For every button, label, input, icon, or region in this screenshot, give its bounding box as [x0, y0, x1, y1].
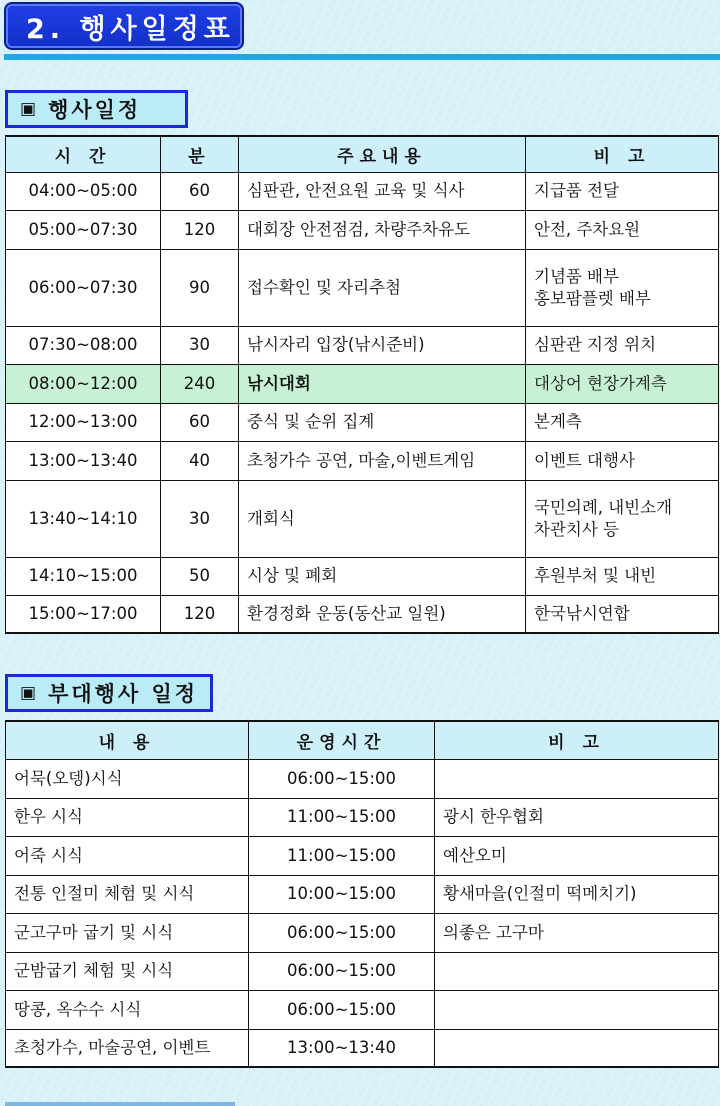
section-title: 부대행사 일정 — [48, 682, 199, 706]
table-row — [6, 836, 719, 875]
row-note: 본계측 — [526, 403, 719, 441]
table-row — [6, 913, 719, 952]
row-note — [435, 952, 719, 990]
row-content: 한우 시식 — [6, 798, 249, 836]
row-operating-time: 11:00~15:00 — [249, 836, 435, 875]
table-row — [6, 759, 719, 798]
row-content: 초청가수, 마술공연, 이벤트 — [6, 1029, 249, 1067]
row-content: 땅콩, 옥수수 시식 — [6, 990, 249, 1029]
table-row — [6, 1029, 719, 1067]
row-operating-time: 06:00~15:00 — [249, 990, 435, 1029]
table-row — [6, 210, 719, 249]
row-minutes: 60 — [161, 172, 239, 210]
row-content: 전통 인절미 체험 및 시식 — [6, 875, 249, 913]
row-time: 12:00~13:00 — [6, 403, 161, 441]
row-note — [435, 1029, 719, 1067]
col-header-operating-time: 운영시간 — [249, 721, 435, 759]
row-time: 15:00~17:00 — [6, 595, 161, 633]
table-row — [6, 441, 719, 480]
row-operating-time: 06:00~15:00 — [249, 952, 435, 990]
row-note: 황새마을(인절미 떡메치기) — [435, 875, 719, 913]
row-content: 개회식 — [239, 480, 526, 557]
row-minutes: 90 — [161, 249, 239, 326]
row-content: 환경정화 운동(동산교 일원) — [239, 595, 526, 633]
section-side-events-header — [5, 674, 213, 712]
table-row — [6, 172, 719, 210]
col-header-time: 시 간 — [6, 136, 161, 172]
page-title: 2. 행사일정표 — [26, 13, 235, 45]
row-operating-time: 11:00~15:00 — [249, 798, 435, 836]
table-header-row — [6, 721, 719, 759]
table-row — [6, 875, 719, 913]
row-content: 어묵(오뎅)시식 — [6, 759, 249, 798]
row-minutes: 120 — [161, 210, 239, 249]
row-time: 04:00~05:00 — [6, 172, 161, 210]
row-minutes: 30 — [161, 480, 239, 557]
event-schedule-table — [5, 135, 719, 634]
col-header-note: 비 고 — [435, 721, 719, 759]
row-operating-time: 10:00~15:00 — [249, 875, 435, 913]
row-operating-time: 06:00~15:00 — [249, 913, 435, 952]
table-row — [6, 480, 719, 557]
table-row — [6, 403, 719, 441]
row-minutes: 240 — [161, 364, 239, 403]
row-note — [435, 990, 719, 1029]
row-time: 07:30~08:00 — [6, 326, 161, 364]
table-row — [6, 595, 719, 633]
row-note: 예산오미 — [435, 836, 719, 875]
row-time: 14:10~15:00 — [6, 557, 161, 595]
row-content: 시상 및 폐회 — [239, 557, 526, 595]
next-section-edge — [5, 1102, 235, 1106]
table-row — [6, 798, 719, 836]
row-content: 대회장 안전점검, 차량주차유도 — [239, 210, 526, 249]
row-time: 08:00~12:00 — [6, 364, 161, 403]
col-header-content: 주요내용 — [239, 136, 526, 172]
row-note: 안전, 주차요원 — [526, 210, 719, 249]
col-header-minutes: 분 — [161, 136, 239, 172]
row-note: 국민의례, 내빈소개 차관치사 등 — [526, 480, 719, 557]
square-bullet-icon: ▣ — [20, 99, 37, 119]
table-row — [6, 557, 719, 595]
row-note: 의좋은 고구마 — [435, 913, 719, 952]
table-row — [6, 364, 719, 403]
row-content: 어죽 시식 — [6, 836, 249, 875]
row-note — [435, 759, 719, 798]
row-content: 군고구마 굽기 및 시식 — [6, 913, 249, 952]
row-note: 심판관 지정 위치 — [526, 326, 719, 364]
col-header-content: 내 용 — [6, 721, 249, 759]
row-note: 후원부처 및 내빈 — [526, 557, 719, 595]
table-row — [6, 952, 719, 990]
row-minutes: 40 — [161, 441, 239, 480]
row-note: 지급품 전달 — [526, 172, 719, 210]
row-content: 초청가수 공연, 마술,이벤트게임 — [239, 441, 526, 480]
table-row — [6, 326, 719, 364]
title-divider — [4, 54, 720, 60]
row-content: 중식 및 순위 집계 — [239, 403, 526, 441]
table-row — [6, 249, 719, 326]
row-note: 이벤트 대행사 — [526, 441, 719, 480]
row-content: 낚시자리 입장(낚시준비) — [239, 326, 526, 364]
row-content: 심판관, 안전요원 교육 및 식사 — [239, 172, 526, 210]
table-row — [6, 990, 719, 1029]
row-operating-time: 06:00~15:00 — [249, 759, 435, 798]
row-time: 13:40~14:10 — [6, 480, 161, 557]
page-title-box — [4, 2, 244, 50]
row-content: 낚시대회 — [239, 364, 526, 403]
square-bullet-icon: ▣ — [20, 683, 37, 703]
row-minutes: 60 — [161, 403, 239, 441]
section-event-schedule-header — [5, 90, 188, 128]
section-title: 행사일정 — [48, 98, 142, 122]
row-time: 05:00~07:30 — [6, 210, 161, 249]
col-header-note: 비 고 — [526, 136, 719, 172]
row-time: 06:00~07:30 — [6, 249, 161, 326]
row-note: 대상어 현장가계측 — [526, 364, 719, 403]
row-minutes: 50 — [161, 557, 239, 595]
row-minutes: 30 — [161, 326, 239, 364]
side-events-table — [5, 720, 719, 1068]
row-note: 한국낚시연합 — [526, 595, 719, 633]
row-note: 기념품 배부 홍보팜플렛 배부 — [526, 249, 719, 326]
row-content: 접수확인 및 자리추첨 — [239, 249, 526, 326]
row-content: 군밤굽기 체험 및 시식 — [6, 952, 249, 990]
row-time: 13:00~13:40 — [6, 441, 161, 480]
table-header-row — [6, 136, 719, 172]
row-operating-time: 13:00~13:40 — [249, 1029, 435, 1067]
row-note: 광시 한우협회 — [435, 798, 719, 836]
row-minutes: 120 — [161, 595, 239, 633]
